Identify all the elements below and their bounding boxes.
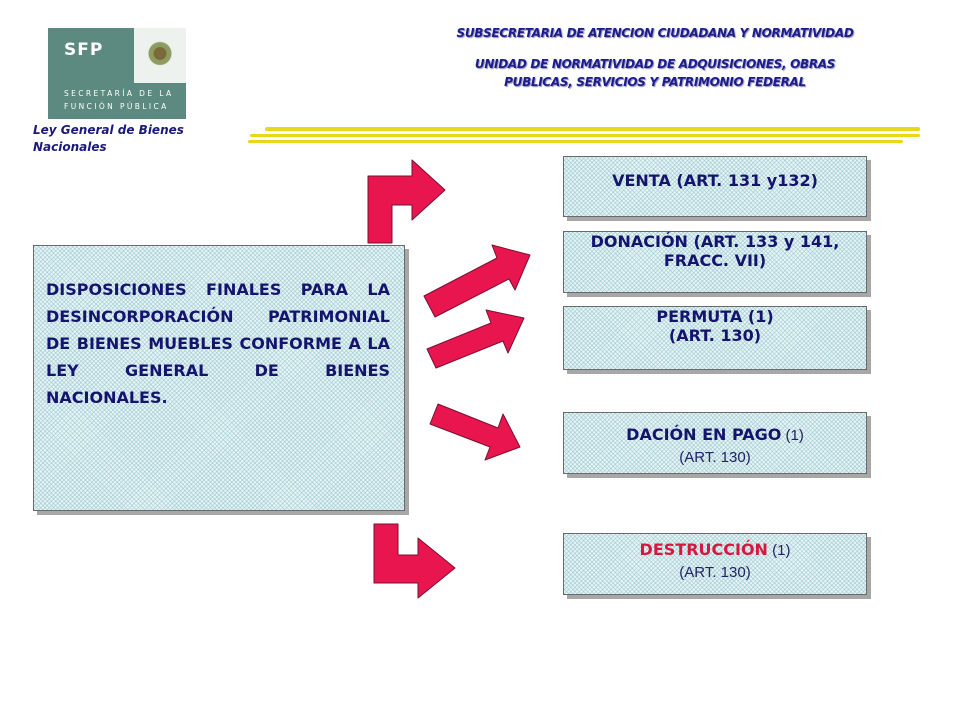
outcome-dacion-title: DACIÓN EN PAGO	[626, 425, 782, 444]
outcome-permuta-title: PERMUTA (1)	[656, 307, 774, 326]
arrow-to-destruccion	[374, 524, 455, 598]
outcome-destruccion-article: (ART. 130)	[679, 564, 751, 581]
main-disposition-box	[33, 245, 405, 511]
arrow-to-donacion	[424, 245, 530, 317]
outcome-dacion-article: (ART. 130)	[679, 449, 751, 466]
outcome-dacion-en-pago	[563, 412, 867, 474]
arrow-to-venta	[368, 160, 445, 243]
outcome-destruccion-title: DESTRUCCIÓN	[639, 540, 768, 559]
outcome-venta	[563, 156, 867, 217]
outcome-permuta-article: (ART. 130)	[668, 326, 762, 345]
arrow-to-dacion	[430, 404, 520, 460]
header-line-1: SUBSECRETARIA DE ATENCION CIUDADANA Y NORMATIVIDAD	[456, 26, 854, 40]
header-line-2a: UNIDAD DE NORMATIVIDAD DE ADQUISICIONES, OBRAS	[474, 57, 836, 71]
outcome-dacion-note: (1)	[781, 427, 804, 444]
logo-abbr: SFP	[64, 40, 104, 60]
header-line-2b: PUBLICAS, SERVICIOS Y PATRIMONIO FEDERAL	[504, 75, 806, 89]
outcome-destruccion	[563, 533, 867, 595]
arrow-to-permuta	[427, 310, 524, 368]
outcome-destruccion-note: (1)	[767, 542, 791, 559]
law-label: Ley General de Bienes Nacionales	[33, 123, 184, 154]
logo-line-2: FUNCIÓN PÚBLICA	[64, 102, 169, 111]
outcome-permuta	[563, 306, 867, 370]
outcome-donacion	[563, 231, 867, 293]
logo-line-1: SECRETARÍA DE LA	[64, 89, 174, 98]
main-disposition-text: DISPOSICIONES FINALES PARA LA DESINCORPORACIÓN PATRIMONIAL DE BIENES MUEBLES CONFORME A LA LEY GENERAL DE BIENES NACIONALES.	[46, 280, 390, 407]
outcome-donacion-title: DONACIÓN (ART. 133 y 141, FRACC. VII)	[590, 232, 840, 270]
outcome-venta-title: VENTA (ART. 131 y132)	[612, 171, 818, 190]
